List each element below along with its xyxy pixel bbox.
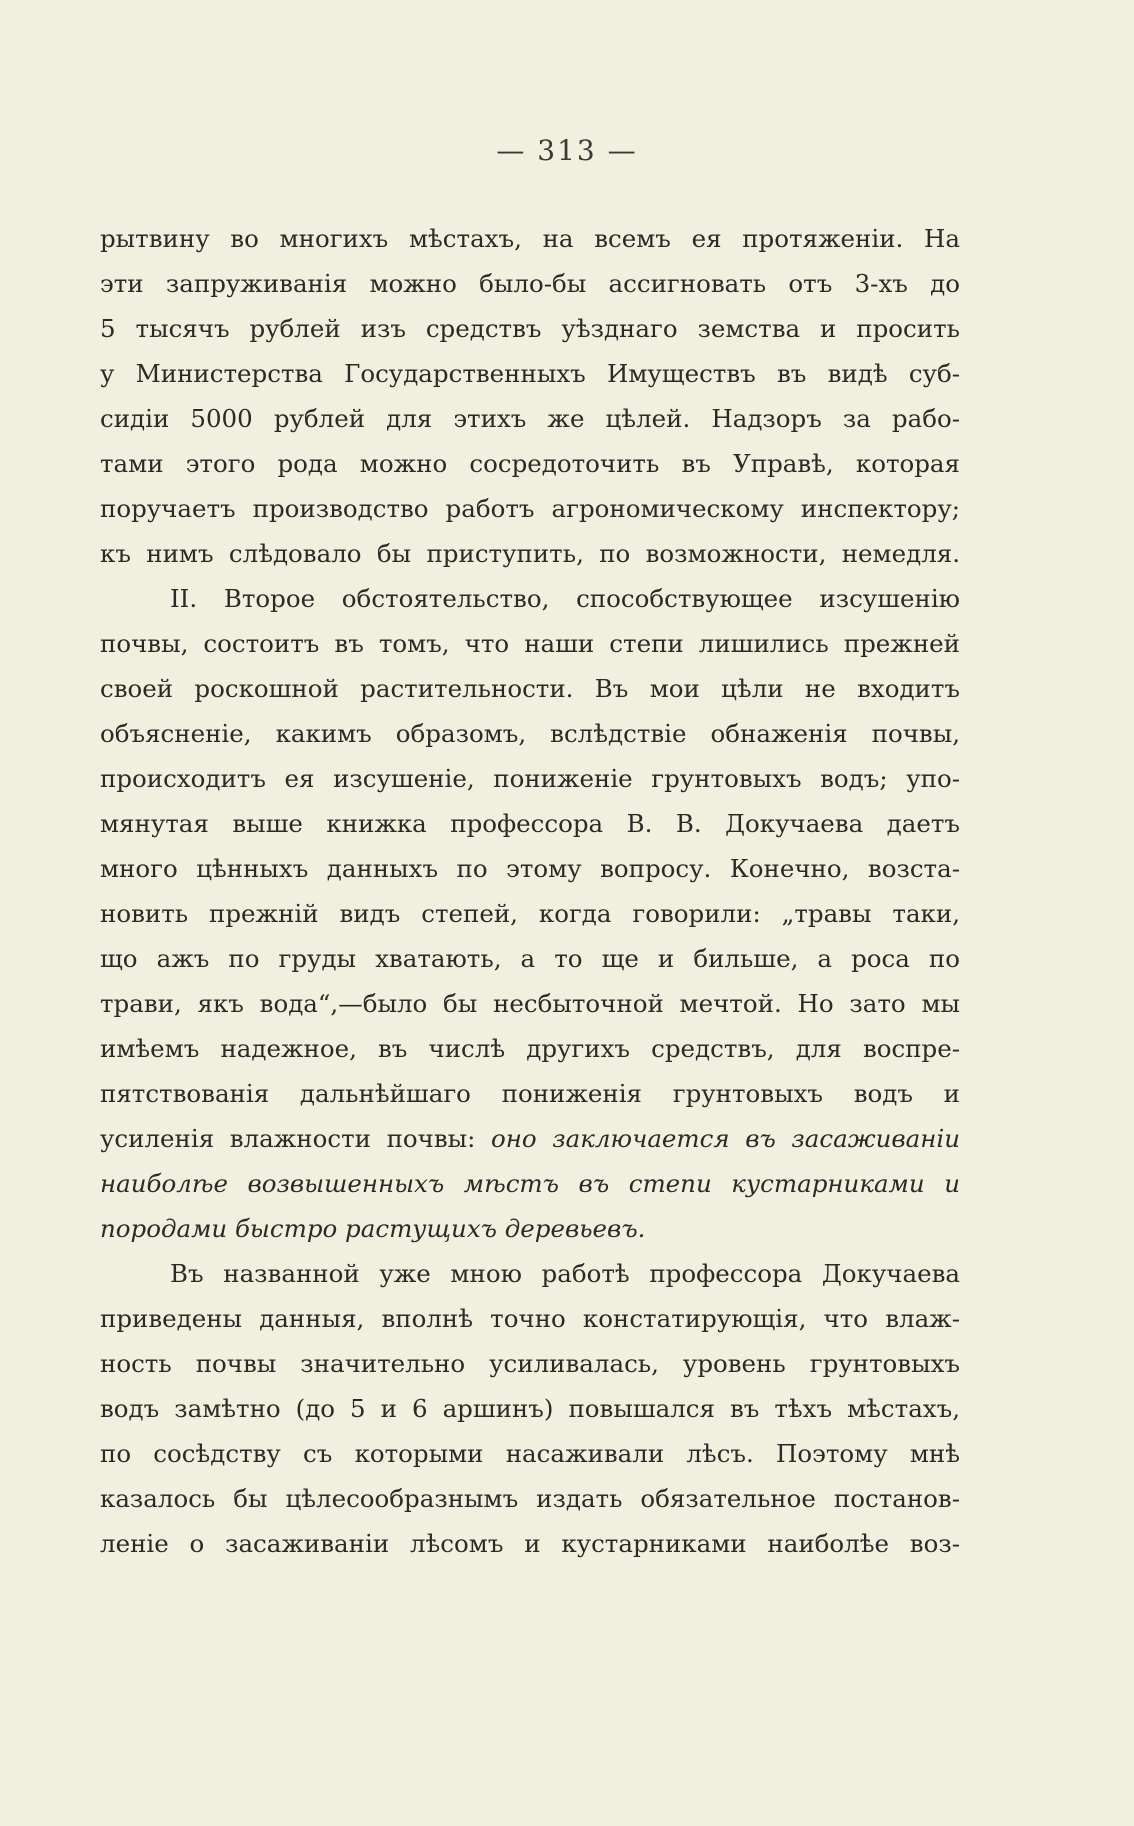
text-line: у Министерства Государственныхъ Имуществъ въ видѣ суб- bbox=[100, 359, 960, 388]
text-line: водъ замѣтно (до 5 и 6 аршинъ) повышался въ тѣхъ мѣстахъ, bbox=[100, 1394, 960, 1423]
text-line: объясненіе, какимъ образомъ, вслѣдствіе обнаженія почвы, bbox=[100, 719, 960, 748]
text-line: происходитъ ея изсушеніе, пониженіе грунтовыхъ водъ; упо- bbox=[100, 764, 960, 793]
text-line: казалось бы цѣлесообразнымъ издать обязательное постанов- bbox=[100, 1484, 960, 1513]
text-line: леніе о засаживаніи лѣсомъ и кустарниками наиболѣе воз- bbox=[100, 1529, 960, 1558]
italic-segment: оно заключается въ засаживаніи bbox=[491, 1124, 960, 1153]
text-line: поручаетъ производство работъ агрономическому инспектору; bbox=[100, 494, 960, 523]
text-line: 5 тысячъ рублей изъ средствъ уѣзднаго земства и просить bbox=[100, 314, 960, 343]
italic-line: породами быстро растущихъ деревьевъ. bbox=[100, 1214, 646, 1243]
body-text bbox=[100, 216, 960, 1566]
text-line: сидіи 5000 рублей для этихъ же цѣлей. Надзоръ за рабо- bbox=[100, 404, 960, 433]
text-line: новить прежній видъ степей, когда говорили: „травы таки, bbox=[100, 899, 960, 928]
page-number: — 313 — bbox=[496, 134, 638, 167]
text-line-mixed bbox=[100, 1116, 960, 1161]
text-line: ность почвы значительно усиливалась, уровень грунтовыхъ bbox=[100, 1349, 960, 1378]
paragraph-start-line: II. Второе обстоятельство, способствующее изсушенію bbox=[170, 584, 960, 613]
italic-line: наиболѣе возвышенныхъ мѣстъ въ степи кустарниками и bbox=[100, 1169, 960, 1198]
text-line: рытвину во многихъ мѣстахъ, на всемъ ея протяженіи. На bbox=[100, 224, 960, 253]
text-line: пятствованія дальнѣйшаго пониженія грунтовыхъ водъ и bbox=[100, 1079, 960, 1108]
text-line: эти запруживанія можно было-бы ассигновать отъ 3-хъ до bbox=[100, 269, 960, 298]
text-line: тами этого рода можно сосредоточить въ Управѣ, которая bbox=[100, 449, 960, 478]
paragraph-start-line: Въ названной уже мною работѣ профессора Докучаева bbox=[170, 1259, 960, 1288]
text-line: много цѣнныхъ данныхъ по этому вопросу. Конечно, возста- bbox=[100, 854, 960, 883]
text-line: къ нимъ слѣдовало бы приступить, по возможности, немедля. bbox=[100, 539, 960, 568]
text-line: мянутая выше книжка профессора В. В. Докучаева даетъ bbox=[100, 809, 960, 838]
text-line: почвы, состоитъ въ томъ, что наши степи лишились прежней bbox=[100, 629, 960, 658]
text-line: своей роскошной растительности. Въ мои цѣли не входитъ bbox=[100, 674, 960, 703]
text-line: трави, якъ вода“,—было бы несбыточной мечтой. Но зато мы bbox=[100, 989, 960, 1018]
text-line: що ажъ по груды хватають, а то ще и бильше, а роса по bbox=[100, 944, 960, 973]
text-segment: усиленія влажности почвы: bbox=[100, 1124, 476, 1153]
text-line: по сосѣдству съ которыми насаживали лѣсъ. Поэтому мнѣ bbox=[100, 1439, 960, 1468]
text-line: приведены данныя, вполнѣ точно констатирующія, что влаж- bbox=[100, 1304, 960, 1333]
text-line: имѣемъ надежное, въ числѣ другихъ средствъ, для воспре- bbox=[100, 1034, 960, 1063]
